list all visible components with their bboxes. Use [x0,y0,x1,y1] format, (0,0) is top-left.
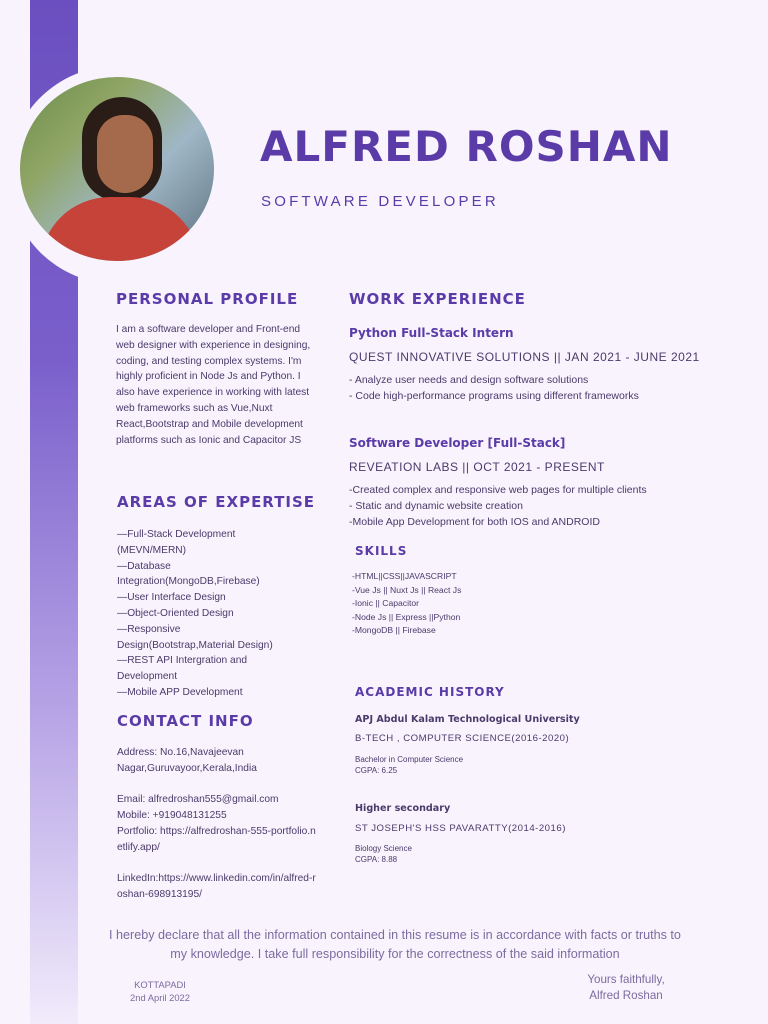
candidate-name: ALFRED ROSHAN [260,122,673,171]
expertise-list [117,527,301,701]
list-item: - Static and dynamic website creation [349,500,523,512]
edu-score: CGPA: 6.25 [355,766,398,775]
place-date [110,978,210,1004]
list-item: - Analyze user needs and design software solutions [349,374,589,386]
job-points [349,482,647,530]
candidate-role: SOFTWARE DEVELOPER [261,193,499,210]
list-item: —Full-Stack Development (MEVN/MERN) [117,529,236,556]
profile-photo [20,77,214,261]
expertise-heading: AREAS OF EXPERTISE [117,493,316,511]
skills-heading: SKILLS [355,544,408,558]
list-item: —Mobile APP Development [117,686,243,698]
date: 2nd April 2022 [130,992,190,1003]
signature-name: Alfred Roshan [589,989,663,1002]
contact-portfolio-link[interactable]: Portfolio: https://alfredroshan-555-portfolio.netlify.app/ [117,825,316,853]
edu-institution: APJ Abdul Kalam Technological University [355,714,580,725]
list-item: —User Interface Design [117,592,226,604]
contact-linkedin-link[interactable]: LinkedIn:https://www.linkedin.com/in/alfred-roshan-698913195/ [117,873,316,901]
work-heading: WORK EXPERIENCE [349,290,526,308]
job-title: Software Developer [Full-Stack] [349,436,566,450]
edu-score: CGPA: 8.88 [355,855,398,864]
signature-block [560,972,692,1004]
edu-meta: ST JOSEPH'S HSS PAVARATTY(2014-2016) [355,823,566,834]
list-item: - Code high-performance programs using different frameworks [349,390,639,402]
profile-heading: PERSONAL PROFILE [116,290,299,308]
job-meta: REVEATION LABS || OCT 2021 - PRESENT [349,460,605,474]
photo-shirt [40,197,200,261]
list-item: -Node Js || Express ||Python [352,611,461,622]
contact-mobile[interactable]: Mobile: +919048131255 [117,810,227,822]
contact-info [117,745,321,903]
edu-meta: B-TECH , COMPUTER SCIENCE(2016-2020) [355,733,570,744]
list-item: -Vue Js || Nuxt Js || React Js [352,584,462,595]
profile-paragraph: I am a software developer and Front-end web designer with experience in designing, coding, and testing complex systems. I'm highly proficient in Node Js and Python. I also have experience in working with latest web frameworks such as Vue,Nuxt React,Bootstrap and Mobile development platforms such as Ionic and Capacitor JS [116,324,311,446]
closing: Yours faithfully, [587,973,665,986]
spacer [117,856,321,872]
list-item: -Ionic || Capacitor [352,598,420,609]
list-item: —Responsive Design(Bootstrap,Material Design) [117,623,273,651]
list-item: —REST API Intergration and Development [117,655,248,683]
spacer [117,777,321,793]
list-item: -MongoDB || Firebase [352,625,436,636]
job-points [349,372,639,404]
contact-email[interactable]: Email: alfredroshan555@gmail.com [117,794,279,806]
list-item: -Mobile App Development for both IOS and ANDROID [349,516,600,528]
contact-address: Address: No.16,Navajeevan Nagar,Guruvayoor,Kerala,India [117,747,257,774]
edu-info [355,843,412,865]
declaration-text: I hereby declare that all the information contained in this resume is in accordance with facts or truths to my knowledge. I take full responsibility for the correctness of the said information [109,928,681,961]
edu-detail: Biology Science [355,844,412,853]
contact-heading: CONTACT INFO [117,712,254,730]
academic-heading: ACADEMIC HISTORY [355,685,505,699]
list-item: —Object-Oriented Design [117,607,234,619]
skills-list [352,570,461,638]
list-item: -HTML||CSS||JAVASCRIPT [352,571,457,581]
list-item: —Database Integration(MongoDB,Firebase) [117,560,260,588]
job-title: Python Full-Stack Intern [349,326,514,340]
edu-institution: Higher secondary [355,803,451,814]
list-item: -Created complex and responsive web pages for multiple clients [349,484,647,496]
place: KOTTAPADI [134,979,186,990]
edu-detail: Bachelor in Computer Science [355,755,464,764]
job-meta: QUEST INNOVATIVE SOLUTIONS || JAN 2021 - JUNE 2021 [349,350,700,364]
edu-info [355,754,463,776]
profile-text [116,322,320,448]
photo-face [97,115,153,193]
